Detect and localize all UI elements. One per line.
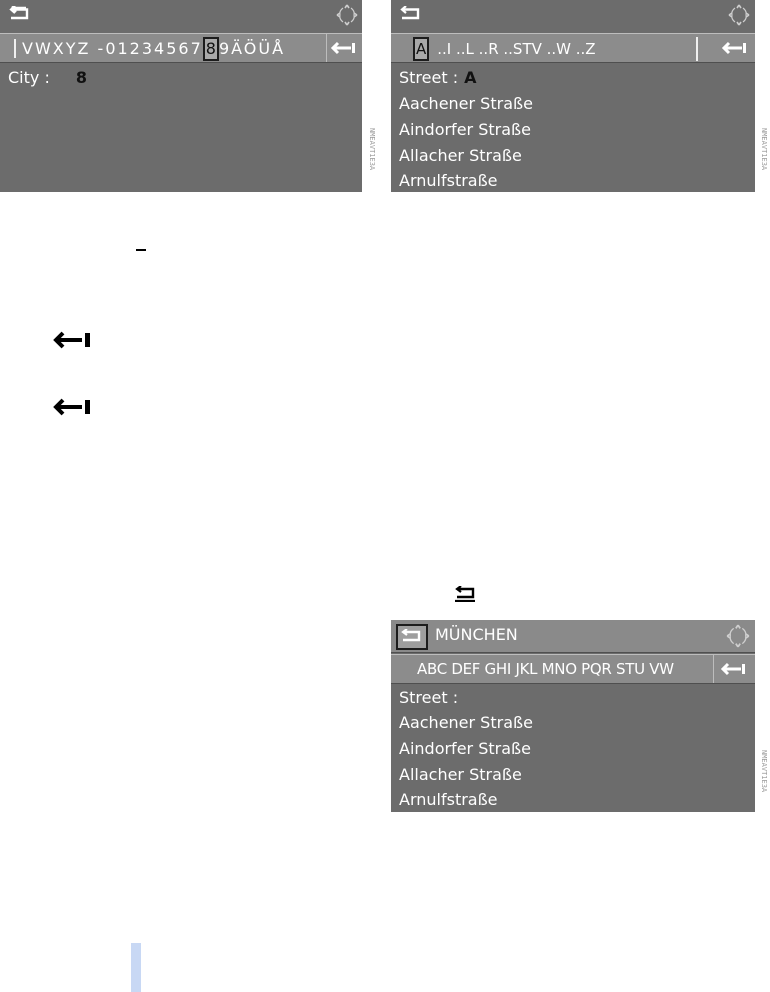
city-value: 8 bbox=[75, 68, 87, 87]
street-value: A bbox=[464, 68, 477, 87]
enter-arrow-icon[interactable] bbox=[717, 34, 753, 62]
street-input-screen bbox=[391, 0, 755, 192]
back-arrow-icon[interactable] bbox=[8, 5, 32, 25]
enter-arrow-icon bbox=[53, 331, 93, 353]
letter-strip[interactable] bbox=[413, 37, 698, 61]
letter-input-bar bbox=[391, 654, 755, 684]
controller-icon bbox=[335, 3, 359, 31]
city-label: City : bbox=[8, 68, 50, 87]
street-result[interactable]: Aachener Straße bbox=[399, 94, 533, 113]
back-arrow-icon[interactable] bbox=[396, 624, 428, 650]
city-input-screen bbox=[0, 0, 362, 192]
city-title: MÜNCHEN bbox=[435, 625, 518, 644]
street-result[interactable]: Aindorfer Straße bbox=[399, 739, 531, 758]
character-strip[interactable] bbox=[14, 37, 285, 61]
enter-arrow-icon bbox=[53, 398, 93, 420]
street-result[interactable]: Allacher Straße bbox=[399, 146, 522, 165]
character-input-bar bbox=[0, 33, 362, 63]
title-bar bbox=[391, 620, 755, 653]
street-result[interactable]: Arnulfstraße bbox=[399, 171, 498, 190]
letter-input-bar bbox=[391, 33, 755, 63]
street-label: Street : bbox=[399, 68, 459, 87]
street-result[interactable]: Allacher Straße bbox=[399, 765, 522, 784]
city-row bbox=[8, 68, 87, 87]
enter-arrow-icon[interactable] bbox=[713, 655, 754, 683]
chars-before[interactable]: VWXYZ -01234567 bbox=[14, 39, 203, 58]
controller-icon bbox=[727, 3, 751, 31]
top-bar bbox=[391, 0, 755, 33]
street-row bbox=[399, 68, 476, 87]
letter-groups[interactable]: ..I ..L ..R ..STV ..W ..Z bbox=[437, 40, 596, 58]
top-bar bbox=[0, 0, 362, 33]
street-label: Street : bbox=[399, 688, 459, 707]
chars-after[interactable]: 9ÄÖÜÅ bbox=[218, 39, 286, 58]
image-code-stamp: NMEAVT1E3A bbox=[760, 128, 768, 171]
letter-groups[interactable]: ABC DEF GHI JKL MNO PQR STU VW bbox=[417, 660, 674, 678]
image-code-stamp: NMEAVT1E3A bbox=[368, 128, 376, 171]
back-arrow-icon[interactable] bbox=[399, 5, 423, 25]
selected-letter[interactable]: A bbox=[413, 37, 429, 61]
street-result[interactable]: Aindorfer Straße bbox=[399, 120, 531, 139]
enter-arrow-icon[interactable] bbox=[326, 34, 361, 62]
street-result[interactable]: Aachener Straße bbox=[399, 713, 533, 732]
street-result[interactable]: Arnulfstraße bbox=[399, 790, 498, 809]
controller-icon bbox=[725, 623, 751, 653]
selected-character[interactable]: 8 bbox=[203, 37, 219, 61]
munich-street-screen bbox=[391, 620, 755, 812]
image-code-stamp: NMEAVT1E3A bbox=[760, 750, 768, 793]
underscore-symbol bbox=[136, 249, 146, 251]
back-arrow-icon bbox=[455, 586, 477, 606]
page-tab-marker bbox=[131, 943, 141, 992]
